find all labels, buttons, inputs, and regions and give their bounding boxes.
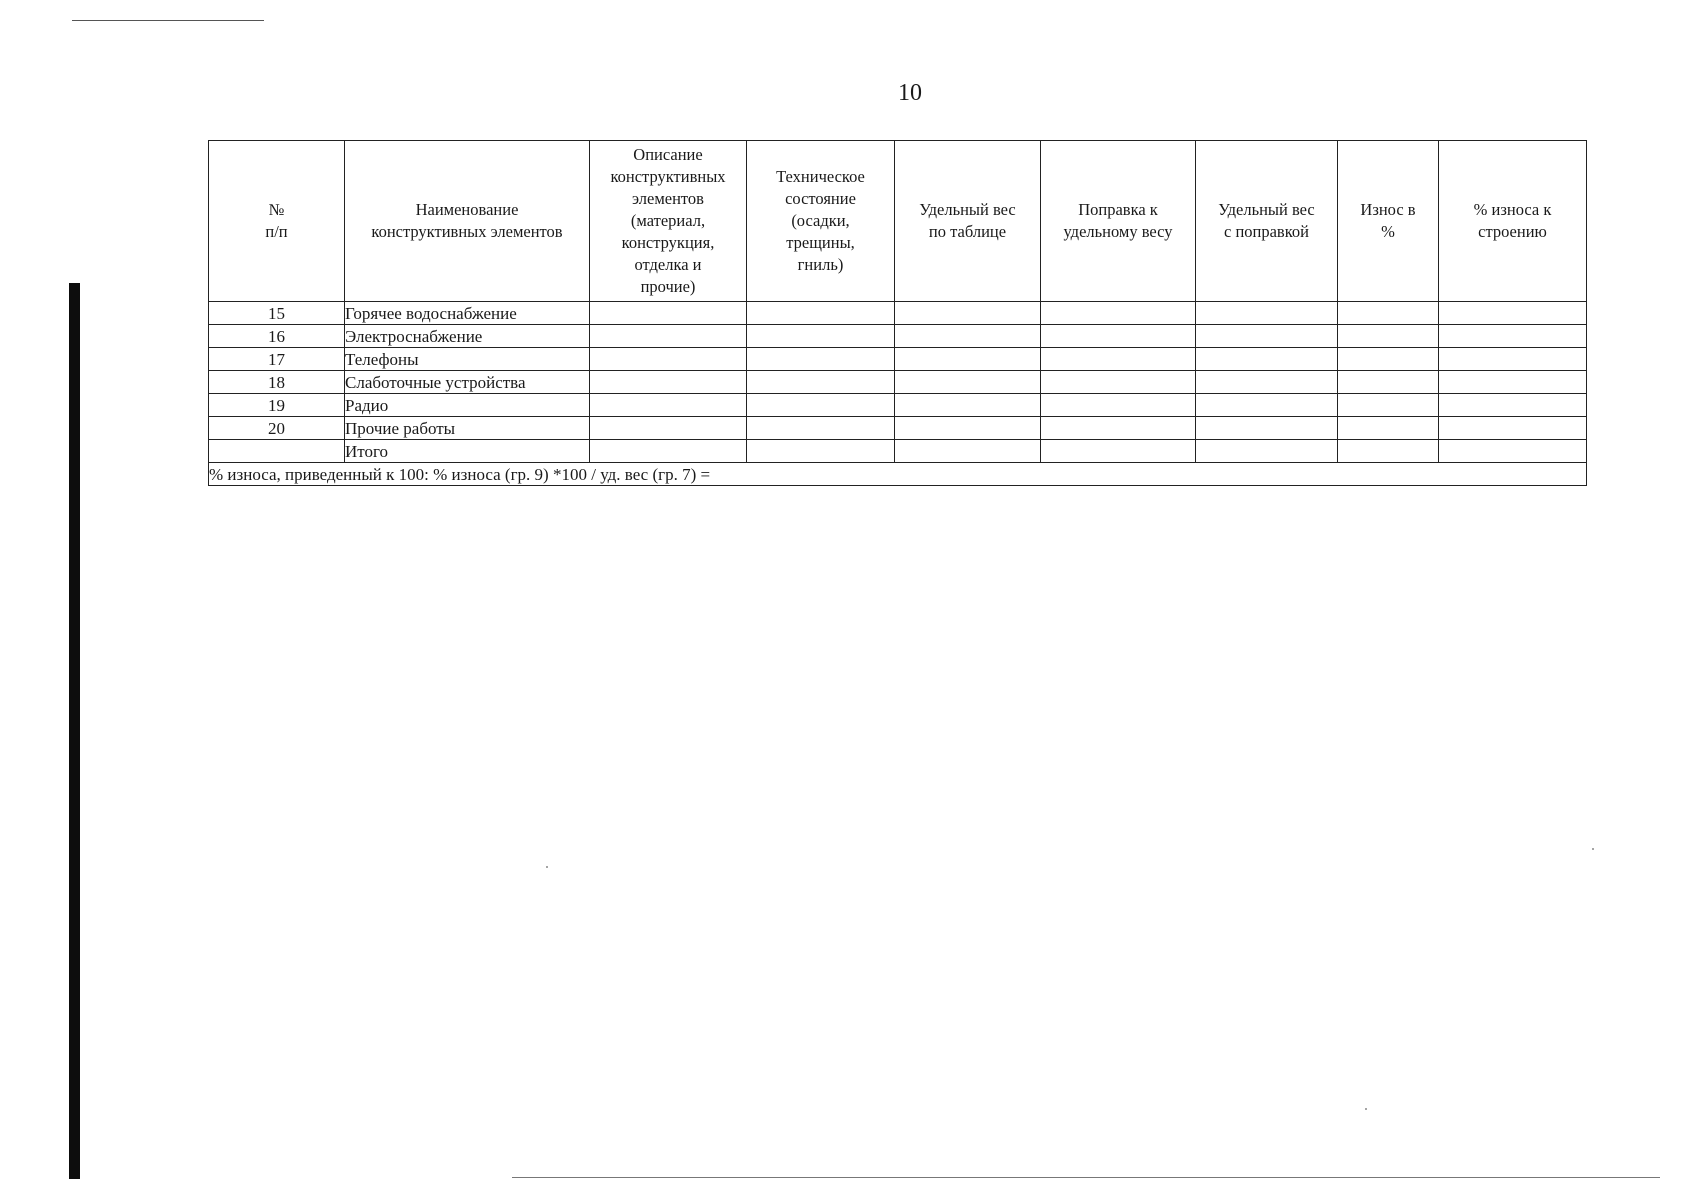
empty-cell bbox=[590, 417, 747, 440]
scan-speck bbox=[546, 866, 548, 868]
row-number: 20 bbox=[209, 417, 345, 440]
empty-cell bbox=[1338, 371, 1439, 394]
scan-artifact-line bbox=[512, 1177, 1660, 1178]
table-row bbox=[209, 348, 1587, 371]
column-header-description: Описание конструктивных элементов (материал, конструкция, отделка и прочие) bbox=[590, 141, 747, 302]
empty-cell bbox=[1338, 348, 1439, 371]
empty-cell bbox=[1338, 325, 1439, 348]
scan-speck bbox=[1365, 1108, 1367, 1110]
empty-cell bbox=[1338, 440, 1439, 463]
empty-cell bbox=[590, 302, 747, 325]
column-header-wear-percent: Износ в % bbox=[1338, 141, 1439, 302]
empty-cell bbox=[1196, 394, 1338, 417]
empty-cell bbox=[1041, 325, 1196, 348]
empty-cell bbox=[895, 417, 1041, 440]
empty-cell bbox=[1439, 394, 1587, 417]
table-footer-row bbox=[209, 463, 1587, 486]
column-header-weight-correction: Поправка к удельному весу bbox=[1041, 141, 1196, 302]
empty-cell bbox=[590, 440, 747, 463]
table-header-row bbox=[209, 141, 1587, 302]
empty-cell bbox=[1041, 302, 1196, 325]
empty-cell bbox=[1439, 302, 1587, 325]
scan-artifact-line bbox=[72, 20, 264, 21]
empty-cell bbox=[895, 440, 1041, 463]
row-element-name: Горячее водоснабжение bbox=[345, 302, 590, 325]
table-row bbox=[209, 417, 1587, 440]
empty-cell bbox=[1439, 371, 1587, 394]
empty-cell bbox=[747, 325, 895, 348]
table-row bbox=[209, 302, 1587, 325]
empty-cell bbox=[590, 348, 747, 371]
table-row bbox=[209, 394, 1587, 417]
row-element-name: Телефоны bbox=[345, 348, 590, 371]
column-header-specific-weight: Удельный вес по таблице bbox=[895, 141, 1041, 302]
table-row-total bbox=[209, 440, 1587, 463]
empty-cell bbox=[1439, 348, 1587, 371]
row-element-name: Электроснабжение bbox=[345, 325, 590, 348]
empty-cell bbox=[1041, 394, 1196, 417]
empty-cell bbox=[895, 394, 1041, 417]
wear-assessment-table bbox=[208, 140, 1587, 486]
empty-cell bbox=[1196, 440, 1338, 463]
column-header-element-name: Наименование конструктивных элементов bbox=[345, 141, 590, 302]
table-row bbox=[209, 371, 1587, 394]
scan-speck bbox=[1592, 848, 1594, 850]
empty-cell bbox=[747, 394, 895, 417]
page-number: 10 bbox=[898, 80, 922, 106]
row-element-name: Радио bbox=[345, 394, 590, 417]
empty-cell bbox=[1196, 302, 1338, 325]
empty-cell bbox=[1338, 417, 1439, 440]
empty-cell bbox=[1439, 440, 1587, 463]
empty-cell bbox=[1196, 348, 1338, 371]
wear-formula-footer: % износа, приведенный к 100: % износа (гр. 9) *100 / уд. вес (гр. 7) = bbox=[209, 463, 1587, 486]
row-number: 19 bbox=[209, 394, 345, 417]
empty-cell bbox=[1439, 417, 1587, 440]
empty-cell bbox=[895, 302, 1041, 325]
empty-cell bbox=[1041, 371, 1196, 394]
empty-cell bbox=[1196, 325, 1338, 348]
empty-cell bbox=[895, 371, 1041, 394]
empty-cell bbox=[747, 348, 895, 371]
column-header-technical-state: Техническое состояние (осадки, трещины, гниль) bbox=[747, 141, 895, 302]
empty-cell bbox=[1338, 302, 1439, 325]
column-header-building-wear: % износа к строению bbox=[1439, 141, 1587, 302]
row-number bbox=[209, 440, 345, 463]
empty-cell bbox=[1041, 417, 1196, 440]
empty-cell bbox=[590, 325, 747, 348]
empty-cell bbox=[1338, 394, 1439, 417]
row-number: 16 bbox=[209, 325, 345, 348]
column-header-number: № п/п bbox=[209, 141, 345, 302]
scan-edge-shadow bbox=[69, 283, 80, 1179]
empty-cell bbox=[747, 417, 895, 440]
column-header-corrected-weight: Удельный вес с поправкой bbox=[1196, 141, 1338, 302]
empty-cell bbox=[1196, 371, 1338, 394]
empty-cell bbox=[1196, 417, 1338, 440]
row-number: 17 bbox=[209, 348, 345, 371]
row-number: 15 bbox=[209, 302, 345, 325]
row-element-name: Прочие работы bbox=[345, 417, 590, 440]
empty-cell bbox=[895, 348, 1041, 371]
row-element-name: Слаботочные устройства bbox=[345, 371, 590, 394]
empty-cell bbox=[747, 302, 895, 325]
empty-cell bbox=[590, 394, 747, 417]
empty-cell bbox=[1041, 348, 1196, 371]
empty-cell bbox=[590, 371, 747, 394]
table-row bbox=[209, 325, 1587, 348]
empty-cell bbox=[747, 440, 895, 463]
empty-cell bbox=[1439, 325, 1587, 348]
empty-cell bbox=[747, 371, 895, 394]
empty-cell bbox=[895, 325, 1041, 348]
row-total-label: Итого bbox=[345, 440, 590, 463]
row-number: 18 bbox=[209, 371, 345, 394]
empty-cell bbox=[1041, 440, 1196, 463]
